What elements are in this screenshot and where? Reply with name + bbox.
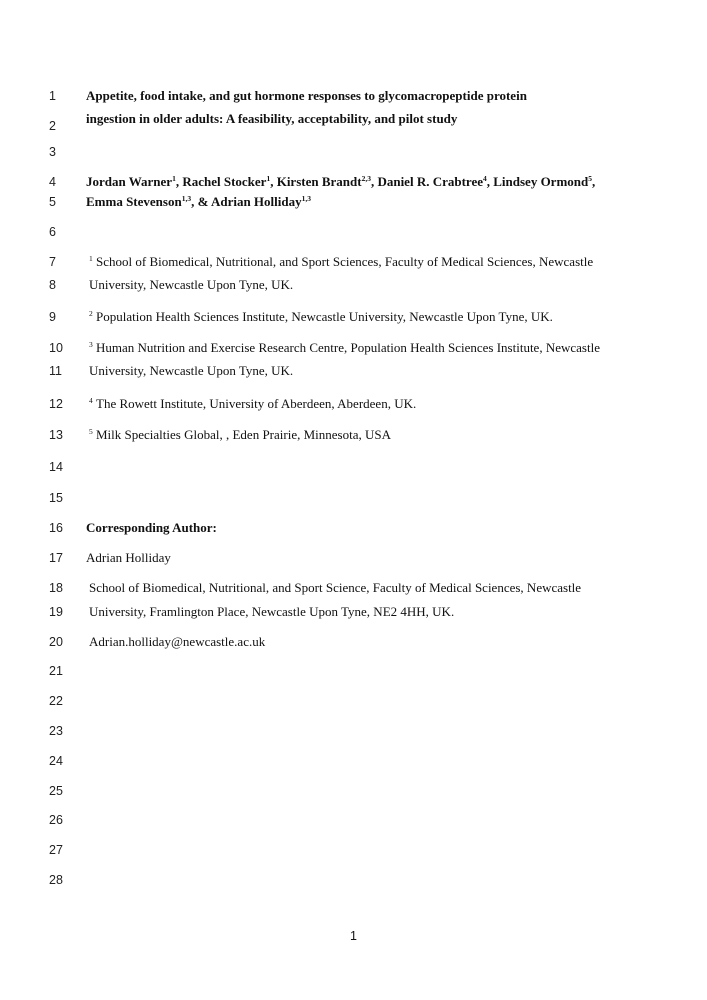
- author-list-line-1: Jordan Warner$^1$, Rachel Stocker$^1$, Kirsten Brandt$^{2,3}$, Daniel R. Crabtree$^4$, Lindsey Ormond$^5$,: [86, 174, 596, 189]
- corresponding-author-name: Adrian Holliday: [86, 550, 171, 565]
- author-affiliation-marker: 4: [483, 174, 487, 183]
- affiliation-marker: 5: [89, 427, 93, 436]
- line-number: 2: [49, 119, 56, 133]
- title-line-1: Appetite, food intake, and gut hormone responses to glycomacropeptide protein: [86, 88, 527, 103]
- line-number: 28: [49, 873, 63, 887]
- line-number: 26: [49, 813, 63, 827]
- line-number: 18: [49, 581, 63, 595]
- author-affiliation-marker: 1,3: [301, 194, 311, 203]
- line-number: 24: [49, 754, 63, 768]
- author-affiliation-marker: 2,3: [361, 174, 371, 183]
- affiliation-marker: 2: [89, 309, 93, 318]
- line-number: 23: [49, 724, 63, 738]
- author-name: Adrian Holliday: [210, 194, 302, 209]
- page-number: 1: [350, 929, 357, 943]
- affiliation-2: $^2$ Population Health Sciences Institute, Newcastle University, Newcastle Upon Tyne, UK.: [89, 309, 553, 324]
- line-number: 20: [49, 635, 63, 649]
- affiliation-marker: 1: [89, 254, 93, 263]
- line-number: 9: [49, 310, 56, 324]
- affiliation-marker: 3: [89, 340, 93, 349]
- line-number: 12: [49, 397, 63, 411]
- line-number: 22: [49, 694, 63, 708]
- author-name: Lindsey Ormond: [493, 174, 589, 189]
- affiliation-1-cont: University, Newcastle Upon Tyne, UK.: [89, 277, 294, 292]
- author-name: Emma Stevenson: [86, 194, 182, 209]
- line-number: 17: [49, 551, 63, 565]
- line-number: 13: [49, 428, 63, 442]
- line-number: 27: [49, 843, 63, 857]
- affiliation-1: $^1$ School of Biomedical, Nutritional, and Sport Sciences, Faculty of Medical Sciences, Newcastle: [89, 254, 594, 269]
- line-number: 3: [49, 145, 56, 159]
- corresponding-author-heading: Corresponding Author:: [86, 520, 217, 535]
- line-number: 7: [49, 255, 56, 269]
- corresponding-address-line-2: University, Framlington Place, Newcastle Upon Tyne, NE2 4HH, UK.: [89, 604, 455, 619]
- author-name: Daniel R. Crabtree: [377, 174, 483, 189]
- author-name: Kirsten Brandt: [276, 174, 362, 189]
- affiliation-3: $^3$ Human Nutrition and Exercise Research Centre, Population Health Sciences Institute, Newcastle: [89, 340, 600, 355]
- author-affiliation-marker: 5: [588, 174, 592, 183]
- line-number: 14: [49, 460, 63, 474]
- affiliation-marker: 4: [89, 396, 93, 405]
- title-line-2: ingestion in older adults: A feasibility, acceptability, and pilot study: [86, 111, 458, 126]
- author-list-line-2: Emma Stevenson$^{1,3}$, & Adrian Holliday$^{1,3}$: [86, 194, 311, 209]
- line-number: 19: [49, 605, 63, 619]
- author-name: Jordan Warner: [86, 174, 173, 189]
- affiliation-4: $^4$ The Rowett Institute, University of Aberdeen, Aberdeen, UK.: [89, 396, 417, 411]
- line-number: 1: [49, 89, 56, 103]
- line-number: 15: [49, 491, 63, 505]
- line-number: 25: [49, 784, 63, 798]
- line-number: 4: [49, 175, 56, 189]
- affiliation-3-cont: University, Newcastle Upon Tyne, UK.: [89, 363, 294, 378]
- author-affiliation-marker: 1,3: [181, 194, 192, 203]
- line-number: 10: [49, 341, 63, 355]
- line-number: 8: [49, 278, 56, 292]
- line-number: 11: [49, 364, 62, 378]
- author-name: Rachel Stocker: [182, 174, 267, 189]
- corresponding-email[interactable]: Adrian.holliday@newcastle.ac.uk: [89, 634, 266, 649]
- affiliation-5: $^5$ Milk Specialties Global, , Eden Prairie, Minnesota, USA: [89, 427, 391, 442]
- author-affiliation-marker: 1: [172, 174, 176, 183]
- corresponding-address-line-1: School of Biomedical, Nutritional, and Sport Science, Faculty of Medical Sciences, Newcastle: [89, 580, 582, 595]
- line-number: 5: [49, 195, 56, 209]
- line-number: 16: [49, 521, 63, 535]
- line-number: 21: [49, 664, 63, 678]
- line-number: 6: [49, 225, 56, 239]
- author-affiliation-marker: 1: [266, 174, 271, 183]
